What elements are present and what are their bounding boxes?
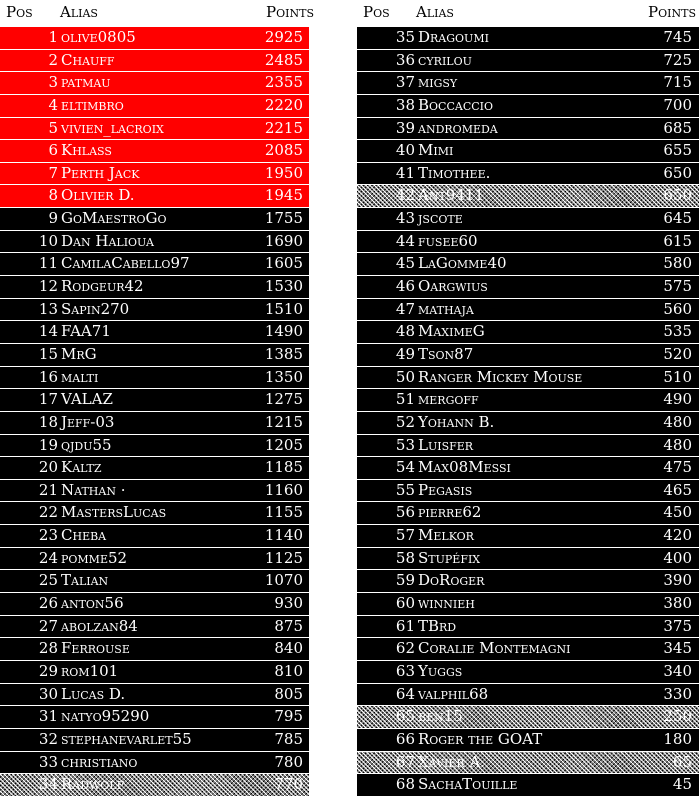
player-alias: Stupéfix <box>418 548 481 567</box>
player-points: 715 <box>663 73 692 92</box>
ranking-row <box>0 320 309 343</box>
rank-position: 17 <box>38 390 58 409</box>
player-alias: Ferrouse <box>61 639 130 658</box>
rank-position: 45 <box>395 254 415 273</box>
rank-position: 9 <box>48 209 58 228</box>
rank-position: 42 <box>395 186 415 205</box>
rank-position: 35 <box>395 28 415 46</box>
player-points: 650 <box>663 186 692 205</box>
player-points: 45 <box>672 775 692 794</box>
ranking-row <box>0 162 309 185</box>
ranking-row <box>0 207 309 230</box>
player-alias: Olivier D. <box>61 186 135 205</box>
rank-position: 61 <box>395 616 415 635</box>
player-points: 65 <box>672 752 692 771</box>
rank-position: 16 <box>38 367 58 386</box>
rank-position: 27 <box>38 616 58 635</box>
player-alias: valphil68 <box>418 684 489 703</box>
ranking-row <box>357 366 699 389</box>
ranking-row <box>357 388 699 411</box>
rank-position: 10 <box>38 231 58 250</box>
player-alias: stephanevarlet55 <box>61 729 192 748</box>
ranking-row <box>0 479 309 502</box>
ranking-row <box>357 71 699 94</box>
ranking-row <box>357 343 699 366</box>
rank-position: 3 <box>48 73 58 92</box>
ranking-row <box>357 49 699 72</box>
player-alias: rom101 <box>61 661 119 680</box>
player-points: 330 <box>663 684 692 703</box>
ranking-row <box>357 705 699 728</box>
player-alias: Perth Jack <box>61 163 140 182</box>
ranking-row <box>357 230 699 253</box>
player-points: 1510 <box>264 299 303 318</box>
player-points: 1950 <box>264 163 303 182</box>
player-alias: Jeff-03 <box>61 412 115 431</box>
player-alias: TBrd <box>418 616 457 635</box>
player-alias: MaximeG <box>418 322 485 341</box>
player-alias: patmau <box>61 73 111 92</box>
rank-position: 1 <box>48 28 58 46</box>
rank-position: 21 <box>38 480 58 499</box>
player-points: 1690 <box>264 231 303 250</box>
rank-position: 26 <box>38 594 58 613</box>
player-alias: olive0805 <box>61 28 136 46</box>
player-alias: Dan Halioua <box>61 231 154 250</box>
ranking-row <box>0 343 309 366</box>
ranking-row <box>357 683 699 706</box>
player-points: 490 <box>663 390 692 409</box>
ranking-row <box>357 94 699 117</box>
player-alias: abolzan84 <box>61 616 138 635</box>
ranking-row <box>357 434 699 457</box>
ranking-row <box>0 683 309 706</box>
player-alias: eltimbro <box>61 95 124 114</box>
ranking-row <box>357 773 699 796</box>
player-alias: LaGomme40 <box>418 254 507 273</box>
player-alias: DoRoger <box>418 571 485 590</box>
ranking-row <box>357 637 699 660</box>
player-alias: Cheba <box>61 526 107 545</box>
player-points: 1945 <box>264 186 303 205</box>
player-points: 400 <box>663 548 692 567</box>
rank-position: 25 <box>38 571 58 590</box>
rank-position: 6 <box>48 141 58 160</box>
player-points: 560 <box>663 299 692 318</box>
player-alias: ben15 <box>418 707 463 726</box>
player-points: 930 <box>274 594 303 613</box>
player-alias: MrG <box>61 344 97 363</box>
player-points: 180 <box>663 729 692 748</box>
ranking-row <box>0 411 309 434</box>
player-points: 1605 <box>264 254 303 273</box>
rank-position: 40 <box>395 141 415 160</box>
rank-position: 51 <box>395 390 415 409</box>
rank-position: 47 <box>395 299 415 318</box>
ranking-row <box>357 456 699 479</box>
rank-position: 49 <box>395 344 415 363</box>
player-points: 1160 <box>264 480 303 499</box>
player-alias: Sapin270 <box>61 299 130 318</box>
header-pos: Pos <box>363 3 390 21</box>
ranking-row <box>0 434 309 457</box>
rank-position: 14 <box>38 322 58 341</box>
rank-position: 31 <box>38 707 58 726</box>
ranking-row <box>0 547 309 570</box>
player-points: 580 <box>663 254 692 273</box>
rank-position: 13 <box>38 299 58 318</box>
player-alias: Ranger Mickey Mouse <box>418 367 583 386</box>
player-alias: Oargwius <box>418 277 488 296</box>
player-alias: Tson87 <box>418 344 474 363</box>
ranking-row <box>357 615 699 638</box>
player-points: 1350 <box>264 367 303 386</box>
player-points: 1530 <box>264 277 303 296</box>
rank-position: 34 <box>38 775 58 794</box>
rank-position: 43 <box>395 209 415 228</box>
rank-position: 36 <box>395 50 415 69</box>
player-alias: Boccaccio <box>418 95 494 114</box>
right-ranking-column <box>357 0 699 796</box>
header-points: Points <box>266 3 314 21</box>
player-points: 1490 <box>264 322 303 341</box>
rank-position: 46 <box>395 277 415 296</box>
player-points: 1385 <box>264 344 303 363</box>
player-alias: Ant9411 <box>418 186 484 205</box>
ranking-row <box>0 71 309 94</box>
player-alias: malti <box>61 367 99 386</box>
player-points: 780 <box>274 752 303 771</box>
rank-position: 59 <box>395 571 415 590</box>
player-points: 1125 <box>264 548 303 567</box>
player-alias: fusee60 <box>418 231 478 250</box>
rank-position: 53 <box>395 435 415 454</box>
ranking-row <box>357 184 699 207</box>
left-ranking-list <box>0 26 309 796</box>
ranking-row <box>357 751 699 774</box>
ranking-row <box>0 252 309 275</box>
player-points: 1215 <box>264 412 303 431</box>
ranking-row <box>0 139 309 162</box>
player-points: 650 <box>663 163 692 182</box>
rank-position: 15 <box>38 344 58 363</box>
rank-position: 33 <box>38 752 58 771</box>
rank-position: 11 <box>38 254 58 273</box>
player-points: 475 <box>663 458 692 477</box>
header-alias: Alias <box>416 3 454 21</box>
rank-position: 54 <box>395 458 415 477</box>
ranking-row <box>0 569 309 592</box>
player-points: 250 <box>663 707 692 726</box>
player-points: 1155 <box>264 503 303 522</box>
rank-position: 20 <box>38 458 58 477</box>
ranking-row <box>357 252 699 275</box>
player-points: 725 <box>663 50 692 69</box>
ranking-row <box>0 388 309 411</box>
ranking-row <box>357 728 699 751</box>
rank-position: 66 <box>395 729 415 748</box>
right-ranking-list <box>357 26 699 796</box>
header-alias: Alias <box>60 3 98 21</box>
player-points: 465 <box>663 480 692 499</box>
rank-position: 64 <box>395 684 415 703</box>
ranking-row <box>357 479 699 502</box>
ranking-row <box>0 456 309 479</box>
ranking-row <box>0 501 309 524</box>
ranking-row <box>357 26 699 49</box>
player-points: 1185 <box>264 458 303 477</box>
player-alias: natyo95290 <box>61 707 150 726</box>
ranking-row <box>0 660 309 683</box>
player-alias: Yuggs <box>418 661 463 680</box>
player-alias: mergoff <box>418 390 479 409</box>
player-points: 785 <box>274 729 303 748</box>
player-points: 875 <box>274 616 303 635</box>
player-alias: Talian <box>61 571 109 590</box>
rank-position: 67 <box>395 752 415 771</box>
rank-position: 68 <box>395 775 415 794</box>
rank-position: 63 <box>395 661 415 680</box>
player-alias: Roger the GOAT <box>418 729 543 748</box>
ranking-row <box>0 366 309 389</box>
player-alias: Luisfer <box>418 435 474 454</box>
ranking-row <box>357 411 699 434</box>
player-alias: qjdu55 <box>61 435 112 454</box>
player-alias: Yohann B. <box>418 412 495 431</box>
player-alias: Melkor <box>418 526 474 545</box>
player-points: 480 <box>663 412 692 431</box>
rank-position: 48 <box>395 322 415 341</box>
rank-position: 8 <box>48 186 58 205</box>
rank-position: 65 <box>395 707 415 726</box>
player-points: 2220 <box>264 95 303 114</box>
player-points: 810 <box>274 661 303 680</box>
ranking-row <box>0 275 309 298</box>
ranking-row <box>357 139 699 162</box>
player-alias: Khlass <box>61 141 112 160</box>
player-alias: MastersLucas <box>61 503 167 522</box>
ranking-row <box>0 592 309 615</box>
player-alias: Xavier A. <box>418 752 486 771</box>
ranking-row <box>357 162 699 185</box>
rank-position: 58 <box>395 548 415 567</box>
ranking-row <box>357 547 699 570</box>
rank-position: 52 <box>395 412 415 431</box>
rank-position: 28 <box>38 639 58 658</box>
player-points: 2085 <box>264 141 303 160</box>
player-alias: migsy <box>418 73 458 92</box>
left-ranking-column <box>0 0 314 796</box>
player-points: 575 <box>663 277 692 296</box>
rank-position: 57 <box>395 526 415 545</box>
player-alias: anton56 <box>61 594 124 613</box>
rank-position: 37 <box>395 73 415 92</box>
player-points: 340 <box>663 661 692 680</box>
right-header-row <box>357 0 699 26</box>
player-alias: Pegasis <box>418 480 473 499</box>
player-points: 480 <box>663 435 692 454</box>
player-points: 535 <box>663 322 692 341</box>
ranking-row <box>357 320 699 343</box>
ranking-row <box>357 660 699 683</box>
ranking-row <box>357 569 699 592</box>
player-points: 390 <box>663 571 692 590</box>
player-points: 2925 <box>264 28 303 46</box>
player-alias: andromeda <box>418 118 498 137</box>
player-points: 745 <box>663 28 692 46</box>
player-alias: Max08Messi <box>418 458 511 477</box>
player-alias: VALAZ <box>61 390 113 409</box>
player-alias: cyrilou <box>418 50 472 69</box>
ranking-row <box>357 501 699 524</box>
rank-position: 38 <box>395 95 415 114</box>
rank-position: 12 <box>38 277 58 296</box>
ranking-row <box>0 705 309 728</box>
ranking-row <box>0 49 309 72</box>
ranking-row <box>357 117 699 140</box>
player-points: 1275 <box>264 390 303 409</box>
ranking-row <box>0 524 309 547</box>
player-points: 1205 <box>264 435 303 454</box>
player-points: 615 <box>663 231 692 250</box>
player-alias: Timothee. <box>418 163 491 182</box>
player-alias: SachaTouille <box>418 775 518 794</box>
player-points: 2355 <box>264 73 303 92</box>
player-alias: Nathan · <box>61 480 126 499</box>
player-points: 805 <box>274 684 303 703</box>
player-points: 655 <box>663 141 692 160</box>
player-alias: mathaja <box>418 299 474 318</box>
player-points: 345 <box>663 639 692 658</box>
player-alias: Radwolf <box>61 775 125 794</box>
rank-position: 19 <box>38 435 58 454</box>
header-points: Points <box>648 3 696 21</box>
player-alias: pierre62 <box>418 503 482 522</box>
rank-position: 18 <box>38 412 58 431</box>
ranking-row <box>357 592 699 615</box>
player-points: 510 <box>663 367 692 386</box>
rank-position: 44 <box>395 231 415 250</box>
player-points: 2215 <box>264 118 303 137</box>
header-pos: Pos <box>6 3 33 21</box>
player-points: 795 <box>274 707 303 726</box>
rank-position: 29 <box>38 661 58 680</box>
rank-position: 60 <box>395 594 415 613</box>
rank-position: 55 <box>395 480 415 499</box>
ranking-row <box>0 230 309 253</box>
player-alias: Lucas D. <box>61 684 126 703</box>
player-points: 450 <box>663 503 692 522</box>
ranking-row <box>0 728 309 751</box>
rank-position: 4 <box>48 95 58 114</box>
ranking-row <box>0 117 309 140</box>
rank-position: 24 <box>38 548 58 567</box>
player-alias: Rodgeur42 <box>61 277 144 296</box>
rank-position: 41 <box>395 163 415 182</box>
player-points: 770 <box>274 775 303 794</box>
ranking-row <box>0 773 309 796</box>
player-points: 685 <box>663 118 692 137</box>
ranking-row <box>0 615 309 638</box>
rank-position: 56 <box>395 503 415 522</box>
ranking-row <box>0 26 309 49</box>
player-alias: Kaltz <box>61 458 102 477</box>
player-alias: GoMaestroGo <box>61 209 167 228</box>
player-points: 375 <box>663 616 692 635</box>
rank-position: 5 <box>48 118 58 137</box>
player-points: 700 <box>663 95 692 114</box>
rank-position: 62 <box>395 639 415 658</box>
rank-position: 50 <box>395 367 415 386</box>
player-points: 520 <box>663 344 692 363</box>
player-alias: Dragoumi <box>418 28 489 46</box>
player-alias: jscote <box>418 209 463 228</box>
player-alias: Mimi <box>418 141 454 160</box>
player-points: 420 <box>663 526 692 545</box>
rank-position: 39 <box>395 118 415 137</box>
ranking-row <box>0 298 309 321</box>
player-alias: pomme52 <box>61 548 128 567</box>
player-points: 840 <box>274 639 303 658</box>
left-header-row <box>0 0 314 26</box>
rank-position: 32 <box>38 729 58 748</box>
player-alias: CamilaCabello97 <box>61 254 190 273</box>
rank-position: 30 <box>38 684 58 703</box>
rank-position: 23 <box>38 526 58 545</box>
player-points: 1070 <box>264 571 303 590</box>
ranking-row <box>357 207 699 230</box>
ranking-row <box>357 275 699 298</box>
player-alias: vivien_lacroix <box>61 118 164 137</box>
player-alias: Coralie Montemagni <box>418 639 571 658</box>
rank-position: 2 <box>48 50 58 69</box>
ranking-row <box>357 298 699 321</box>
rank-position: 7 <box>48 163 58 182</box>
rank-position: 22 <box>38 503 58 522</box>
ranking-row <box>0 751 309 774</box>
player-alias: winnieh <box>418 594 475 613</box>
player-points: 1140 <box>264 526 303 545</box>
player-alias: Chauff <box>61 50 115 69</box>
player-points: 2485 <box>264 50 303 69</box>
ranking-row <box>0 94 309 117</box>
ranking-row <box>357 524 699 547</box>
ranking-row <box>0 637 309 660</box>
player-alias: FAA71 <box>61 322 111 341</box>
player-points: 645 <box>663 209 692 228</box>
player-points: 1755 <box>264 209 303 228</box>
player-alias: christiano <box>61 752 138 771</box>
ranking-row <box>0 184 309 207</box>
player-points: 380 <box>663 594 692 613</box>
